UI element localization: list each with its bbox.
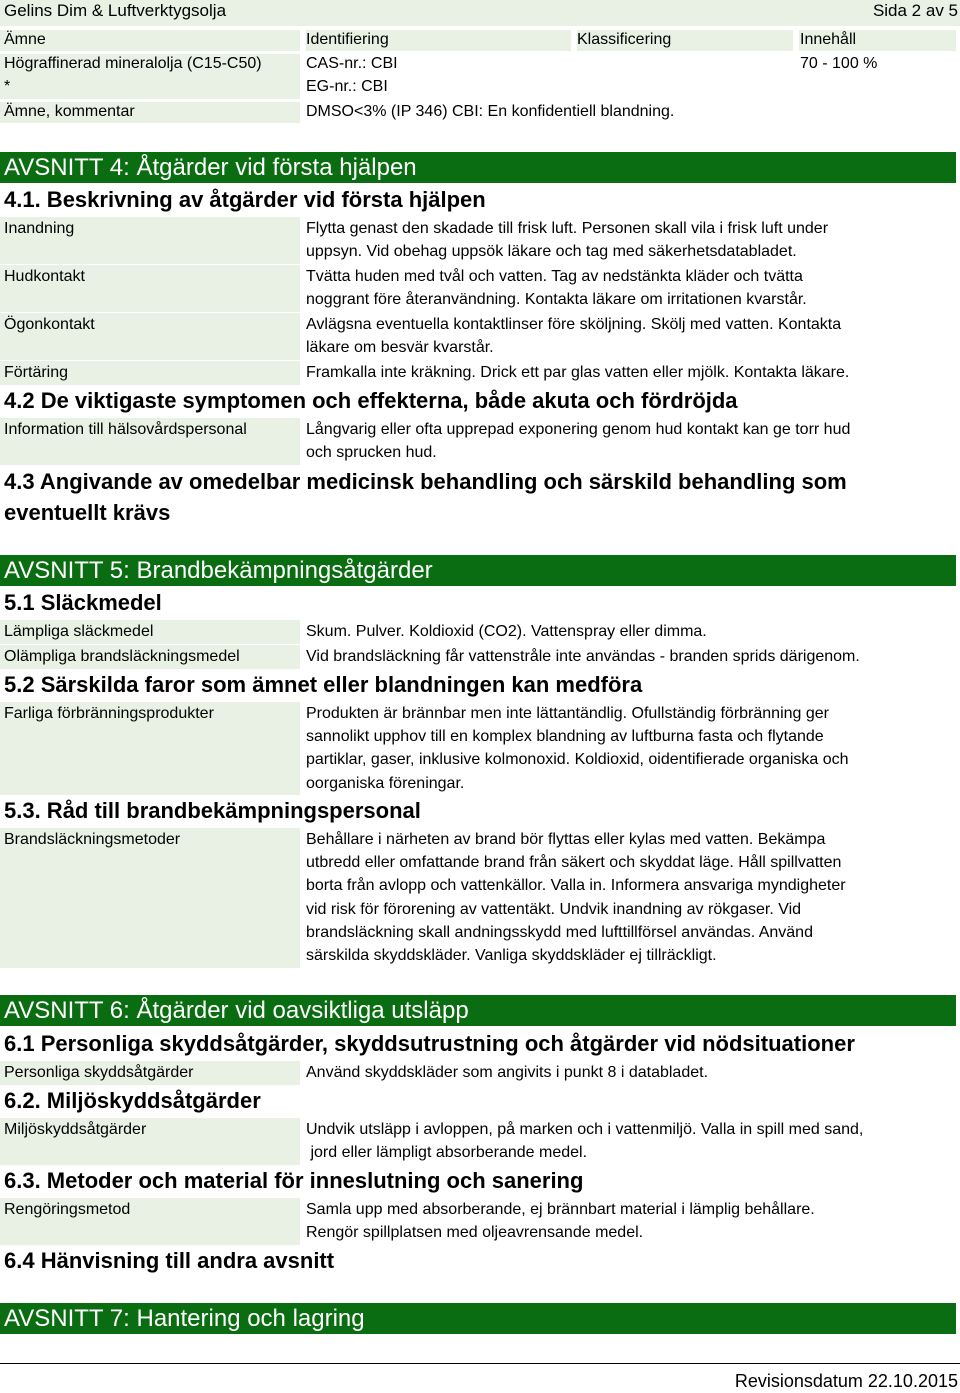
comment-text: DMSO<3% (IP 346) CBI: En konfidentiell blandning.: [306, 103, 675, 120]
label-cleaning-method: Rengöringsmetod: [0, 1198, 300, 1245]
column-header-identification: Identifiering: [306, 31, 389, 48]
section-band-4: AVSNITT 4: Åtgärder vid första hjälpen: [0, 152, 956, 183]
text-inhalation: Flytta genast den skadade till frisk luft. Personen skall vila i frisk luft under uppsyn. Vid obehag uppsök läkare och tag med säkerhetsdatabladet.: [306, 220, 829, 261]
text-personal-precautions: Använd skyddskläder som angivits i punkt 8 i databladet.: [306, 1064, 709, 1081]
substance-name: Högraffinerad mineralolja (C15-C50): [4, 55, 262, 72]
label-health-info: Information till hälsovårdspersonal: [0, 418, 300, 465]
heading-5-2: 5.2 Särskilda faror som ämnet eller blandningen kan medföra: [4, 672, 643, 697]
heading-5-3: 5.3. Råd till brandbekämpningspersonal: [4, 798, 421, 823]
heading-4-3: 4.3 Angivande av omedelbar medicinsk behandling och särskild behandling som: [4, 469, 847, 494]
heading-6-4: 6.4 Hänvisning till andra avsnitt: [4, 1248, 335, 1273]
column-header-substance: Ämne: [4, 31, 46, 48]
text-ingestion: Framkalla inte kräkning. Drick ett par glas vatten eller mjölk. Kontakta läkare.: [306, 364, 850, 381]
label-environmental-precautions: Miljöskyddsåtgärder: [0, 1118, 300, 1165]
heading-4-1: 4.1. Beskrivning av åtgärder vid första hjälpen: [4, 187, 486, 212]
heading-6-2: 6.2. Miljöskyddsåtgärder: [4, 1088, 261, 1113]
label-suitable-media: Lämpliga släckmedel: [0, 620, 300, 644]
label-skin-contact: Hudkontakt: [0, 265, 300, 312]
cas-number: CAS-nr.: CBI: [306, 55, 398, 72]
content-range: 70 - 100 %: [800, 55, 878, 72]
column-header-content: Innehåll: [800, 31, 857, 48]
company-name: Gelins Dim & Luftverktygsolja: [4, 1, 227, 20]
heading-4-3-cont: eventuellt krävs: [4, 500, 171, 525]
comment-label: Ämne, kommentar: [4, 103, 135, 120]
page-header: [0, 0, 960, 26]
text-unsuitable-media: Vid brandsläckning får vattenstråle inte användas - branden sprids därigenom.: [306, 648, 860, 665]
text-combustion-products: Produkten är brännbar men inte lättantändlig. Ofullständig förbränning ger sannolikt upphov till en komplex blandning av luftburna fasta och flytande partiklar, gaser, inklusive kolmonoxid. Koldioxid, oidentifierade organiska och oorganiska föreningar.: [306, 705, 849, 792]
footer-divider: [0, 1363, 960, 1364]
label-combustion-products: Farliga förbränningsprodukter: [0, 702, 300, 795]
text-skin-contact: Tvätta huden med tvål och vatten. Tag av nedstänkta kläder och tvätta noggrant före återanvändning. Kontakta läkare om irritationen kvarstår.: [306, 268, 807, 309]
eg-number: EG-nr.: CBI: [306, 78, 388, 95]
text-suitable-media: Skum. Pulver. Koldioxid (CO2). Vattenspray eller dimma.: [306, 623, 707, 640]
text-cleaning-method: Samla upp med absorberande, ej brännbart material i lämplig behållare. Rengör spillplatsen med oljeavrensande medel.: [306, 1201, 815, 1242]
heading-5-1: 5.1 Släckmedel: [4, 590, 162, 615]
text-environmental-precautions: Undvik utsläpp i avloppen, på marken och i vattenmiljö. Valla in spill med sand, jord eller lämpligt absorberande medel.: [306, 1121, 864, 1162]
column-header-classification: Klassificering: [577, 31, 672, 48]
label-extinguishing-methods: Brandsläckningsmetoder: [0, 828, 300, 968]
text-health-info: Långvarig eller ofta upprepad exponering genom hud kontakt kan ge torr hud och sprucken hud.: [306, 421, 851, 462]
label-eye-contact: Ögonkontakt: [0, 313, 300, 360]
text-extinguishing-methods: Behållare i närheten av brand bör flyttas eller kylas med vatten. Bekämpa utbredd eller omfattande brand från säkert och skyddat läge. Håll spillvatten borta från avlopp och vattenkällor. Valla in. Informera ansvariga myndigheter vid risk för förorening av vattentäkt. Undvik inandning av rökgaser. Vid brandsläckning skall andningsskydd med lufttillförsel användas. Använd särskilda skyddskläder. Vanliga skyddskläder ej tillräckligt.: [306, 831, 846, 965]
revision-date: Revisionsdatum 22.10.2015: [734, 1371, 958, 1391]
section-band-6: AVSNITT 6: Åtgärder vid oavsiktliga utsläpp: [0, 995, 956, 1026]
page-number: Sida 2 av 5: [872, 1, 958, 20]
label-unsuitable-media: Olämpliga brandsläckningsmedel: [0, 645, 300, 669]
label-inhalation: Inandning: [0, 217, 300, 264]
label-ingestion: Förtäring: [0, 361, 300, 385]
section-band-7: AVSNITT 7: Hantering och lagring: [0, 1303, 956, 1334]
substance-asterisk: *: [4, 78, 11, 95]
heading-6-3: 6.3. Metoder och material för inneslutning och sanering: [4, 1168, 584, 1193]
section-band-5: AVSNITT 5: Brandbekämpningsåtgärder: [0, 555, 956, 586]
text-eye-contact: Avlägsna eventuella kontaktlinser före sköljning. Skölj med vatten. Kontakta läkare om besvär kvarstår.: [306, 316, 842, 357]
heading-4-2: 4.2 De viktigaste symptomen och effekterna, både akuta och fördröjda: [4, 388, 738, 413]
label-personal-precautions: Personliga skyddsåtgärder: [0, 1061, 300, 1085]
heading-6-1: 6.1 Personliga skyddsåtgärder, skyddsutrustning och åtgärder vid nödsituationer: [4, 1031, 855, 1056]
